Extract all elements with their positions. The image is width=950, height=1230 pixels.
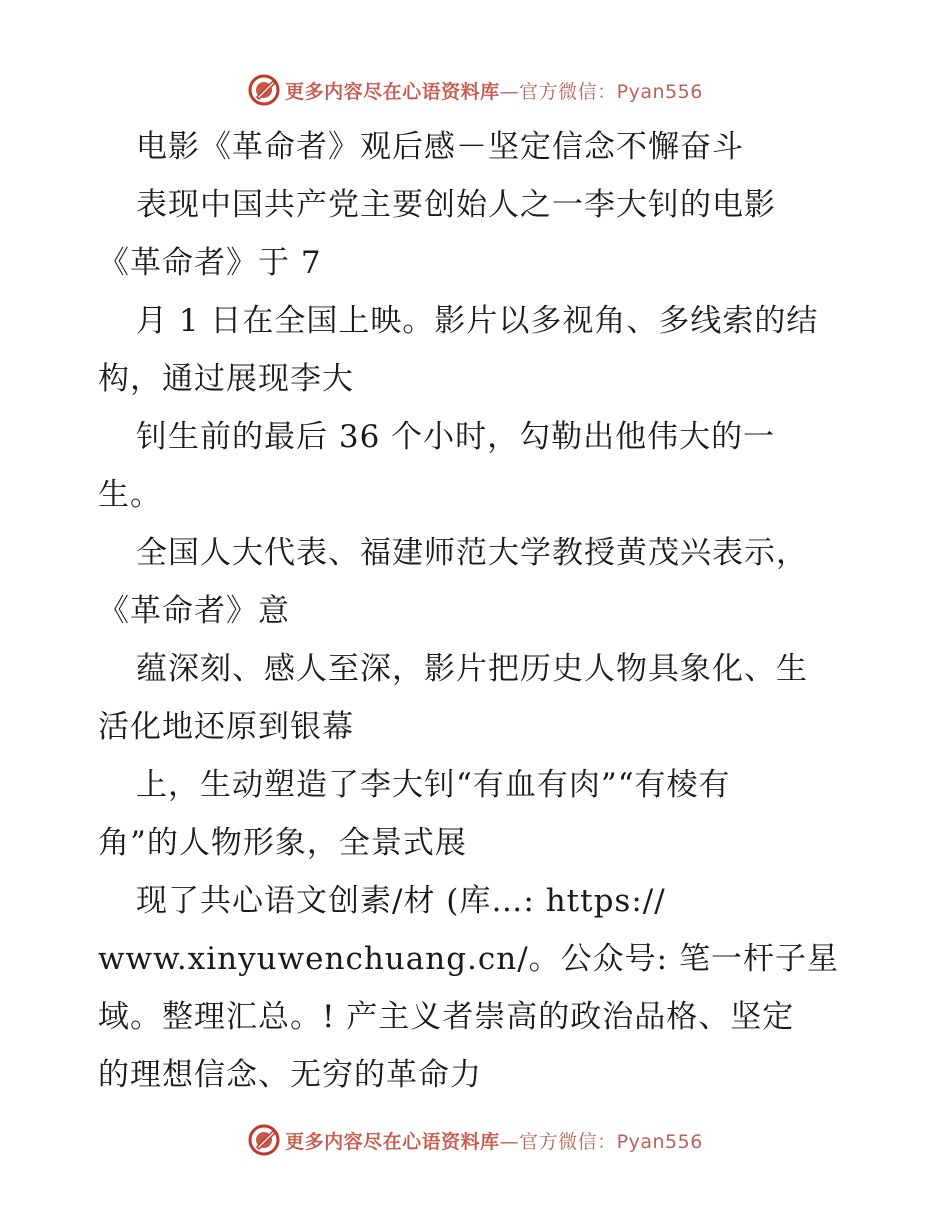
paragraph-line: 月 1 日在全国上映。影片以多视角、多线索的结 — [136, 303, 819, 339]
paragraph-line: 的理想信念、无穷的革命力 — [98, 1057, 482, 1093]
paragraph-line: 《革命者》于 7 — [98, 245, 322, 281]
paragraph-line: 表现中国共产党主要创始人之一李大钊的电影 — [136, 187, 776, 223]
paragraph-line: 生。 — [98, 477, 162, 513]
seal-pen-icon — [247, 1123, 281, 1157]
header-watermark — [0, 68, 950, 112]
watermark-wechat-text: 官方微信：Pyan556 — [519, 80, 703, 103]
paragraph-line: www.xinyuwenchuang.cn/。公众号: 笔一杆子星 — [98, 941, 839, 977]
paragraph-line: 活化地还原到银幕 — [98, 709, 354, 745]
watermark-site-text: 更多内容尽在心语资料库 — [285, 1130, 500, 1153]
paragraph-line: 全国人大代表、福建师范大学教授黄茂兴表示， — [136, 535, 808, 571]
paragraph-line: 现了共心语文创素/材 (库…: https:// — [136, 883, 666, 919]
seal-pen-icon — [247, 73, 281, 107]
document-title: 电影《革命者》观后感－坚定信念不懈奋斗 — [136, 129, 744, 165]
paragraph-line: 角”的人物形象，全景式展 — [98, 825, 467, 861]
watermark-site-text: 更多内容尽在心语资料库 — [285, 80, 500, 103]
footer-watermark — [0, 1118, 950, 1162]
document-body — [98, 118, 858, 1104]
watermark-wechat-text: 官方微信：Pyan556 — [519, 1130, 703, 1153]
paragraph-line: 域。整理汇总。! 产主义者崇高的政治品格、坚定 — [98, 999, 795, 1035]
watermark-separator: — — [499, 1130, 520, 1153]
paragraph-line: 构，通过展现李大 — [98, 361, 354, 397]
paragraph-line: 蕴深刻、感人至深，影片把历史人物具象化、生 — [136, 651, 808, 687]
paragraph-line: 上，生动塑造了李大钊“有血有肉”“有棱有 — [136, 767, 731, 803]
paragraph-line: 《革命者》意 — [98, 593, 290, 629]
paragraph-line: 钊生前的最后 36 个小时，勾勒出他伟大的一 — [136, 419, 776, 455]
watermark-separator: — — [499, 80, 520, 103]
